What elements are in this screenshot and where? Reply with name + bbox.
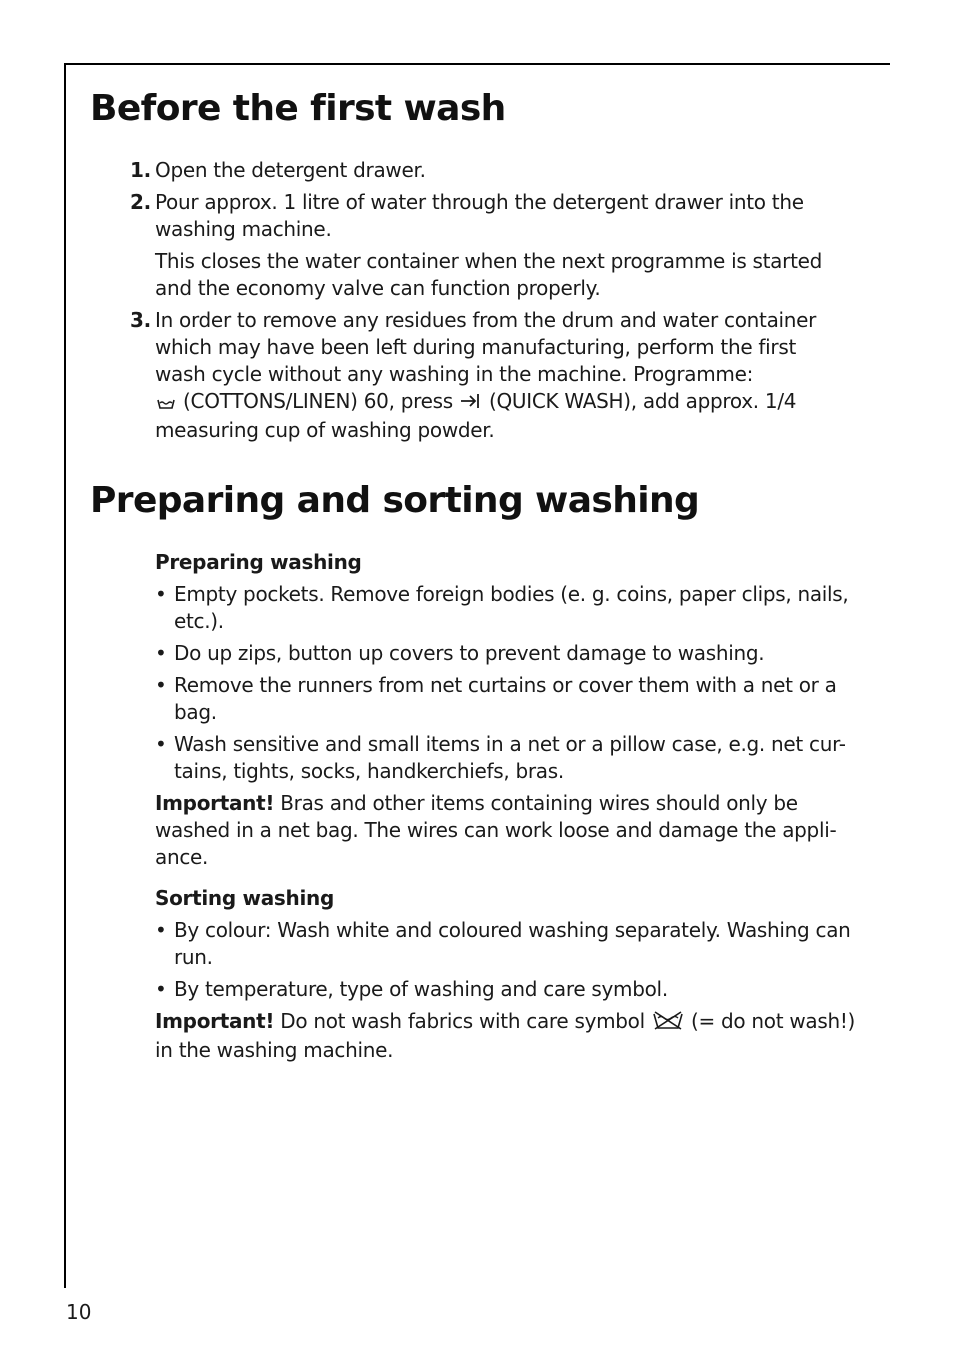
step-2 [130, 189, 850, 302]
quick-wash-icon [459, 390, 483, 417]
list-item: • By colour: Wash white and coloured washing separately. Washing can run. [155, 918, 851, 969]
list-item: • Empty pockets. Remove foreign bodies (e. g. coins, paper clips, nails, etc.). [155, 582, 849, 633]
do-not-wash-icon [651, 1010, 685, 1037]
step-1 [130, 157, 850, 184]
wash-tub-icon [155, 390, 177, 417]
section-title-before-first-wash: Before the first wash [90, 88, 506, 129]
section-title-preparing-sorting: Preparing and sorting washing [90, 480, 700, 521]
subheading-preparing-washing: Preparing washing [155, 550, 362, 574]
page-number: 10 [66, 1300, 92, 1324]
frame-top-rule [64, 63, 890, 65]
important-note-wires: Important! Bras and other items containing wires should only be washed in a net bag. The wires can work loose and damage the appli-ance. [155, 791, 837, 869]
step-text: In order to remove any residues from the drum and water container which may have been left during manufacturing, perform the first wash cycle without any washing in the machine. Programme: (COTTONS/LINEN) 60, press (QUICK WASH), add approx. 1/4 measuring cup of washing powder. [155, 308, 817, 442]
list-item: • Do up zips, button up covers to prevent damage to washing. [155, 641, 765, 665]
step-text: Pour approx. 1 litre of water through the detergent drawer into the washing machine. [155, 190, 804, 241]
step-number: 3. [130, 308, 151, 332]
preparing-washing-section [155, 549, 860, 871]
step-number: 1. [130, 158, 151, 182]
important-note-care-symbol: Important! Do not wash fabrics with care symbol (= do not wash!) in the washing machine. [155, 1009, 856, 1062]
step-3 [130, 307, 850, 444]
first-wash-steps [130, 157, 850, 449]
list-item: • Remove the runners from net curtains or cover them with a net or a bag. [155, 673, 837, 724]
subheading-sorting-washing: Sorting washing [155, 886, 334, 910]
list-item: • By temperature, type of washing and care symbol. [155, 977, 668, 1001]
step-number: 2. [130, 190, 151, 214]
frame-left-rule [64, 63, 66, 1288]
sorting-washing-section [155, 885, 860, 1064]
list-item: • Wash sensitive and small items in a net or a pillow case, e.g. net cur-tains, tights, socks, handkerchiefs, bras. [155, 732, 846, 783]
step-text: Open the detergent drawer. [155, 158, 426, 182]
step-note: This closes the water container when the next programme is started and the economy valve can function properly. [155, 249, 823, 300]
